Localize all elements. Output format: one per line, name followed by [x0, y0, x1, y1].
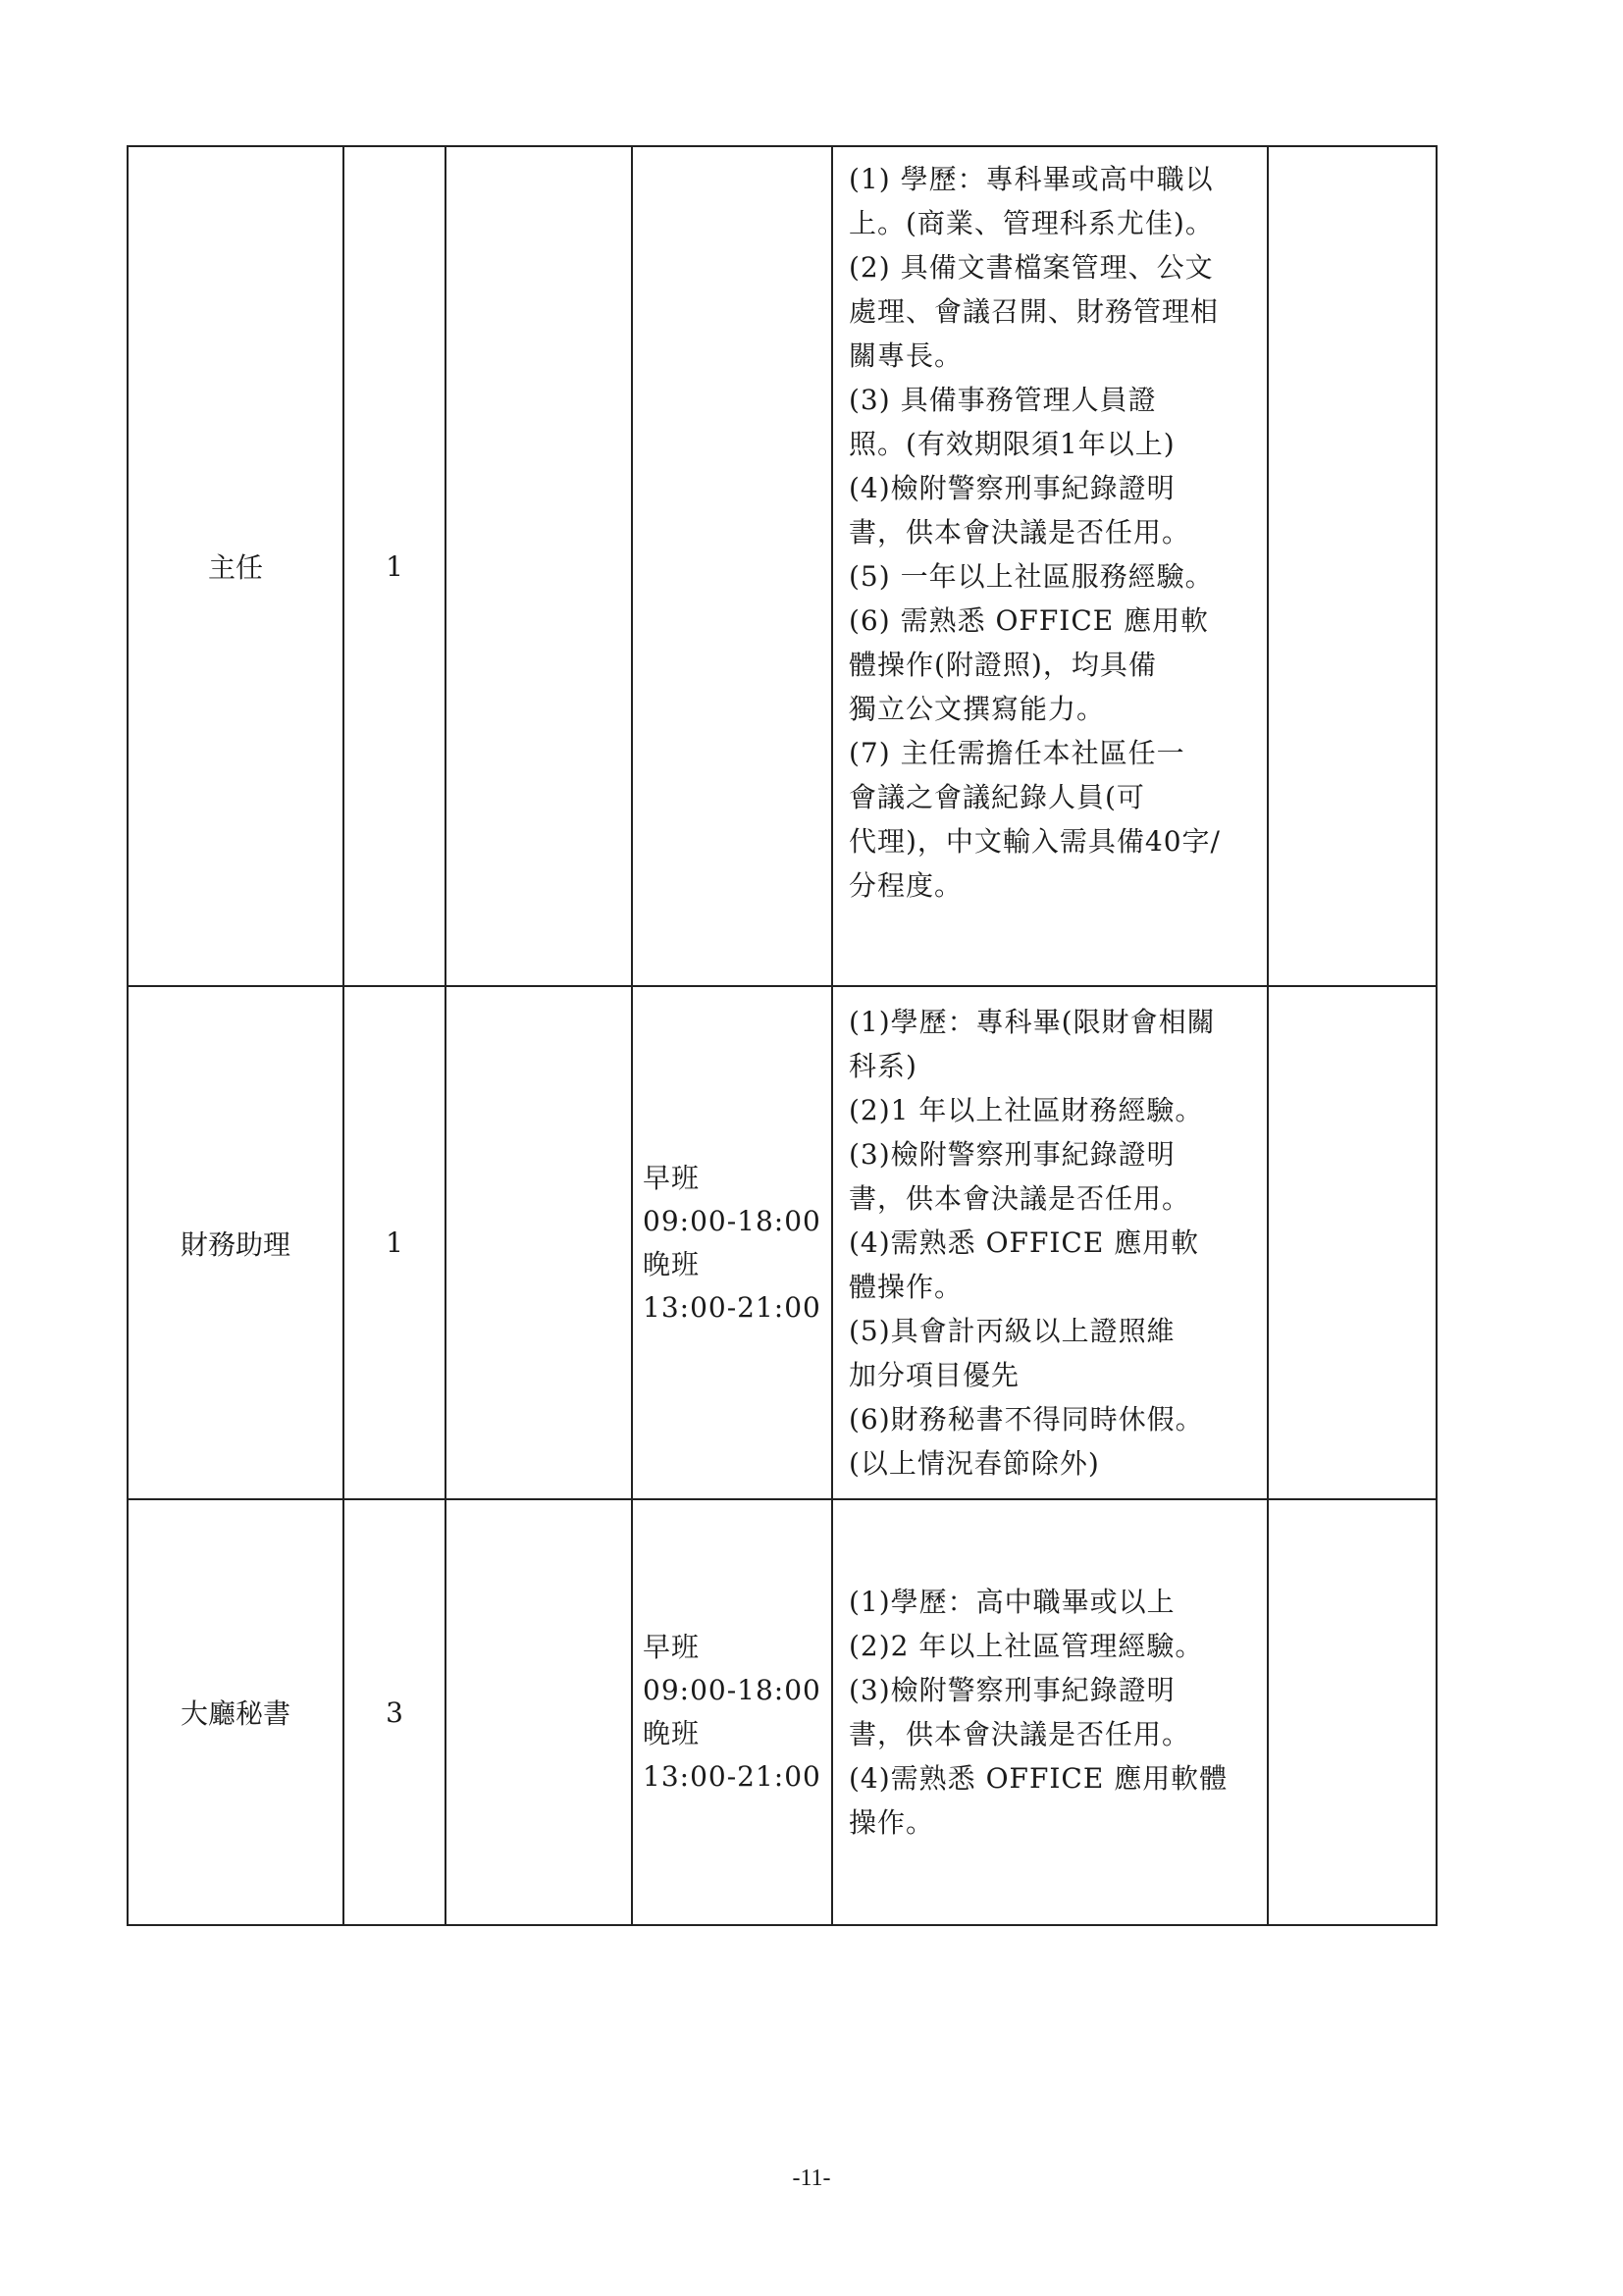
requirements-cell: [832, 146, 1268, 986]
remarks-cell: [1268, 1499, 1437, 1925]
empty-cell: [445, 146, 632, 986]
table-row: [128, 1499, 1437, 1925]
requirement-line: 書，供本會決議是否任用。: [849, 1718, 1191, 1750]
empty-cell: [445, 1499, 632, 1925]
table-row: [128, 986, 1437, 1499]
shift-hours: 13:00-21:00: [643, 1760, 821, 1793]
requirement-line: 書，供本會決議是否任用。: [849, 516, 1191, 548]
shift-cell: [632, 986, 832, 1499]
shift-label: 晚班: [643, 1247, 701, 1280]
requirement-line: 代理)，中文輸入需具備40字/: [849, 825, 1221, 858]
requirements-list: [833, 1576, 1267, 1849]
requirements-cell: [832, 1499, 1268, 1925]
requirement-line: (4)需熟悉 OFFICE 應用軟: [849, 1226, 1200, 1259]
shift-hours: 09:00-18:00: [643, 1204, 821, 1237]
requirement-line: (1)學歷：高中職畢或以上: [849, 1586, 1176, 1618]
requirement-line: (3)檢附警察刑事紀錄證明: [849, 1138, 1176, 1171]
requirement-line: 上。(商業、管理科系尤佳)。: [849, 207, 1214, 239]
requirement-line: (5)具會計丙級以上證照維: [849, 1315, 1176, 1347]
requirement-line: (2)1 年以上社區財務經驗。: [849, 1094, 1204, 1126]
shift-cell: [632, 1499, 832, 1925]
requirement-line: (7) 主任需擔任本社區任一: [849, 737, 1185, 769]
shift-hours: 13:00-21:00: [643, 1290, 821, 1324]
shift-label: 晚班: [643, 1717, 701, 1749]
requirement-line: 書，供本會決議是否任用。: [849, 1182, 1191, 1215]
requirement-line: (以上情況春節除外): [849, 1447, 1100, 1480]
headcount-cell: 1: [343, 146, 445, 986]
shift-hours: 09:00-18:00: [643, 1674, 821, 1706]
headcount-cell: 3: [343, 1499, 445, 1925]
requirement-line: (4)需熟悉 OFFICE 應用軟體: [849, 1762, 1229, 1795]
requirement-line: 關專長。: [849, 339, 964, 372]
requirement-line: (2) 具備文書檔案管理、公文: [849, 251, 1214, 284]
requirement-line: (6)財務秘書不得同時休假。: [849, 1403, 1204, 1435]
empty-cell: [445, 986, 632, 1499]
requirement-line: (1)學歷：專科畢(限財會相關: [849, 1006, 1216, 1038]
shift-schedule: [633, 1626, 831, 1799]
requirements-list: [833, 153, 1267, 912]
requirement-line: 體操作(附證照)，均具備: [849, 649, 1157, 681]
requirement-line: (1) 學歷：專科畢或高中職以: [849, 163, 1214, 195]
requirement-line: (2)2 年以上社區管理經驗。: [849, 1630, 1204, 1662]
shift-label: 早班: [643, 1631, 701, 1663]
requirement-line: 科系): [849, 1050, 917, 1082]
remarks-cell: [1268, 986, 1437, 1499]
requirement-line: (6) 需熟悉 OFFICE 應用軟: [849, 604, 1210, 637]
job-title-cell: 主任: [128, 146, 343, 986]
requirements-cell: [832, 986, 1268, 1499]
requirements-list: [833, 996, 1267, 1489]
table-row: [128, 146, 1437, 986]
requirement-line: 照。(有效期限須1年以上): [849, 428, 1176, 460]
requirement-line: 體操作。: [849, 1271, 964, 1303]
headcount-cell: 1: [343, 986, 445, 1499]
requirement-line: 獨立公文撰寫能力。: [849, 693, 1106, 725]
job-title-cell: 大廳秘書: [128, 1499, 343, 1925]
requirement-line: 操作。: [849, 1806, 935, 1839]
page-number: -11-: [792, 2166, 831, 2191]
shift-cell: [632, 146, 832, 986]
shift-label: 早班: [643, 1161, 701, 1194]
shift-schedule: [633, 1157, 831, 1330]
job-title-cell: 財務助理: [128, 986, 343, 1499]
requirement-line: (3)檢附警察刑事紀錄證明: [849, 1674, 1176, 1706]
requirement-line: 加分項目優先: [849, 1359, 1021, 1391]
requirement-line: (3) 具備事務管理人員證: [849, 384, 1157, 416]
requirement-line: (5) 一年以上社區服務經驗。: [849, 560, 1214, 593]
requirement-line: 分程度。: [849, 869, 964, 902]
requirement-line: 會議之會議紀錄人員(可: [849, 781, 1145, 813]
requirement-line: 處理、會議召開、財務管理相: [849, 295, 1220, 328]
job-requirements-table: [127, 145, 1438, 1926]
requirement-line: (4)檢附警察刑事紀錄證明: [849, 472, 1176, 504]
remarks-cell: [1268, 146, 1437, 986]
